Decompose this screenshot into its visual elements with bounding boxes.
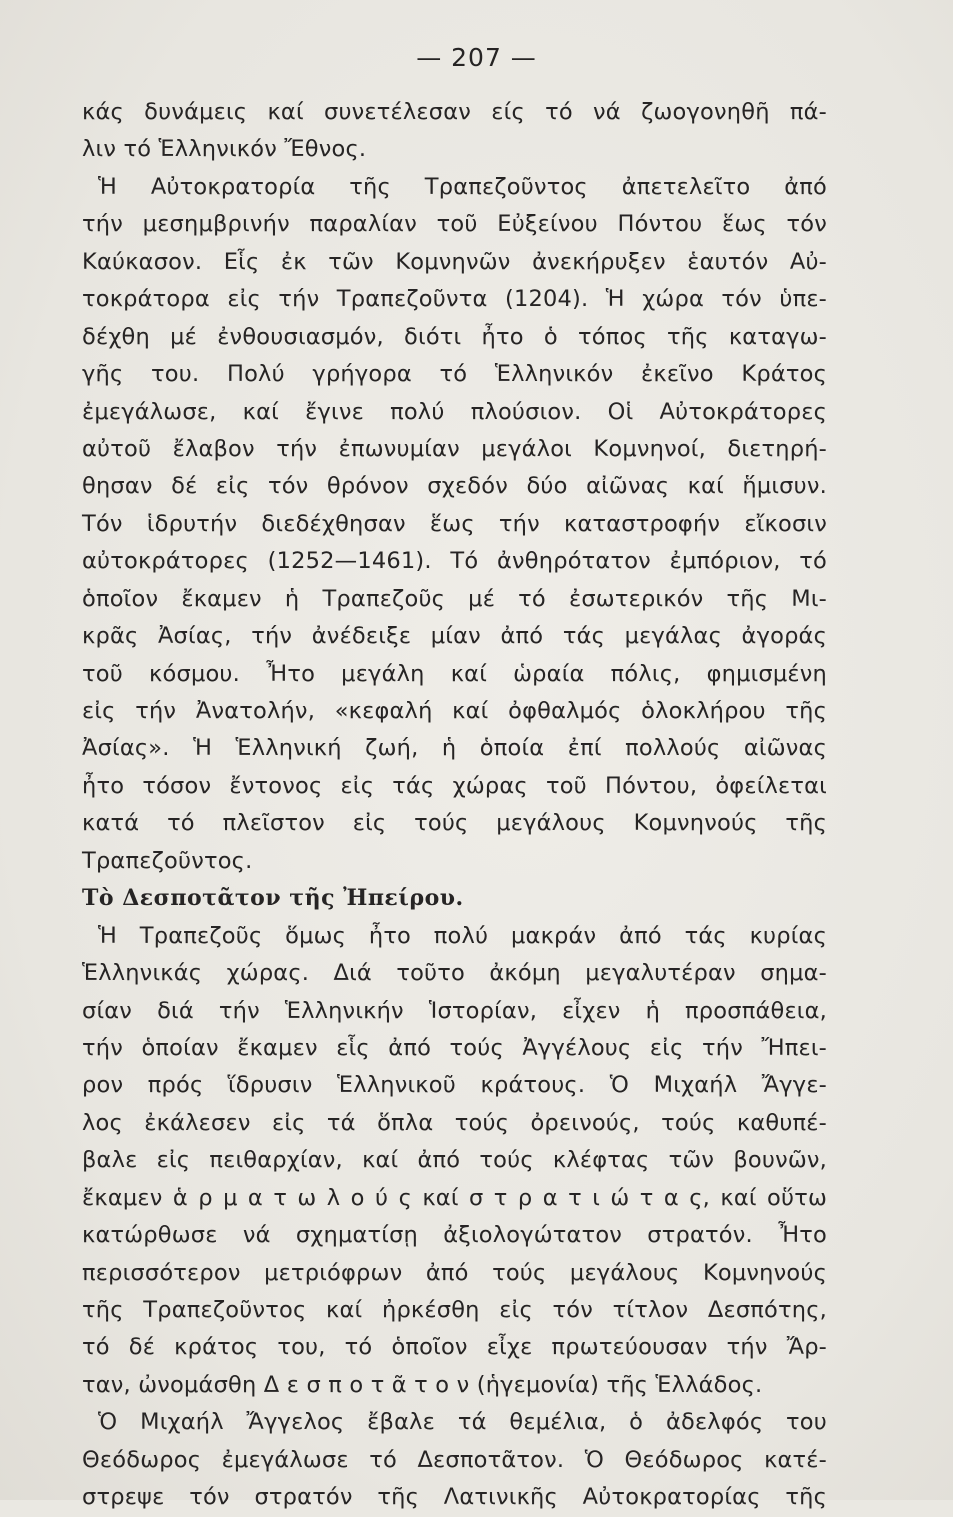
text-line: περισσότερον μετριόφρων ἀπό τούς μεγάλους Κομνηνούς xyxy=(82,1259,827,1286)
text-line: τό δέ κράτος του, τό ὁποῖον εἶχε πρωτεύουσαν τήν Ἄρ- xyxy=(82,1334,827,1361)
text-line: Θεόδωρος ἐμεγάλωσε τό Δεσποτᾶτον. Ὁ Θεόδωρος κατέ- xyxy=(82,1446,827,1473)
body-text xyxy=(82,94,827,1517)
page-number: — 207 — xyxy=(416,43,537,72)
text-line: κάς δυνάμεις καί συνετέλεσαν είς τό νά ζωογονηθῆ πά- xyxy=(82,99,827,125)
text-line: βαλε εἰς πειθαρχίαν, καί ἀπό τούς κλέφτας τῶν βουνῶν, xyxy=(82,1147,827,1174)
text-line: ταν, ὠνομάσθη Δ ε σ π ο τ ᾶ τ ο ν (ἡγεμονία) τῆς Ἑλλάδος. xyxy=(82,1371,763,1398)
text-line: γῆς του. Πολύ γρήγορα τό Ἑλληνικόν ἐκεῖνο Κράτος xyxy=(82,361,827,388)
text-line: ἔκαμεν ἁ ρ μ α τ ω λ ο ύ ς καί σ τ ρ α τ ι ώ τ α ς, καί οὕτω xyxy=(82,1184,827,1211)
section-heading: Τὸ Δεσποτᾶτον τῆς Ἠπείρου. xyxy=(82,885,464,912)
text-line: αὐτοκράτορες (1252—1461). Τό ἀνθηρότατον ἐμπόριον, τό xyxy=(82,548,827,575)
text-line: θησαν δέ εἰς τόν θρόνον σχεδόν δύο αἰῶνας καί ἥμισυν. xyxy=(82,473,827,500)
text-line: τῆς Τραπεζοῦντος καί ἠρκέσθη εἰς τόν τίτλον Δεσπότης, xyxy=(82,1297,827,1323)
text-line: ὁποῖον ἔκαμεν ἡ Τραπεζοῦς μέ τό ἐσωτερικόν τῆς Μι- xyxy=(82,585,827,612)
text-line: ἦτο τόσον ἔντονος εἰς τάς χώρας τοῦ Πόντου, ὀφείλεται xyxy=(82,772,827,799)
text-line: εἰς τήν Ἀνατολήν, «κεφαλή καί ὀφθαλμός ὁλοκλήρου τῆς xyxy=(82,698,827,724)
text-line: Ὁ Μιχαήλ Ἄγγελος ἔβαλε τά θεμέλια, ὁ ἀδελφός του xyxy=(98,1409,827,1436)
text-line: κατά τό πλεῖστον εἰς τούς μεγάλους Κομνηνούς τῆς xyxy=(82,810,827,837)
text-line: τήν μεσημβρινήν παραλίαν τοῦ Εὐξείνου Πόντου ἕως τόν xyxy=(82,211,827,238)
text-line: ἐμεγάλωσε, καί ἔγινε πολύ πλούσιον. Οἱ Αὐτοκράτορες xyxy=(82,398,827,425)
text-line: λιν τό Ἑλληνικόν Ἔθνος. xyxy=(82,136,367,163)
text-line: σίαν διά τήν Ἑλληνικήν Ἱστορίαν, εἶχεν ἡ προσπάθεια, xyxy=(82,997,827,1024)
text-line: Ἡ Τραπεζοῦς ὅμως ἦτο πολύ μακράν ἀπό τάς κυρίας xyxy=(98,922,827,949)
text-line: στρεψε τόν στρατόν τῆς Λατινικῆς Αὐτοκρατορίας τῆς xyxy=(82,1484,827,1511)
text-line: Τραπεζοῦντος. xyxy=(82,847,253,874)
text-line: Ἑλληνικάς χώρας. Διά τοῦτο ἀκόμη μεγαλυτέραν σημα- xyxy=(82,960,827,987)
text-line: τοκράτορα εἰς τήν Τραπεζοῦντα (1204). Ἡ χώρα τόν ὑπε- xyxy=(82,286,827,313)
text-line: κρᾶς Ἀσίας, τήν ἀνέδειξε μίαν ἀπό τάς μεγάλας ἀγοράς xyxy=(82,623,827,650)
text-line: λος ἐκάλεσεν εἰς τά ὅπλα τούς ὀρεινούς, τούς καθυπέ- xyxy=(82,1109,827,1136)
text-line: Τόν ἱδρυτήν διεδέχθησαν ἕως τήν καταστροφήν εἴκοσιν xyxy=(82,510,827,537)
text-line: τήν ὁποίαν ἔκαμεν εἷς ἀπό τούς Ἀγγέλους εἰς τήν Ἤπει- xyxy=(82,1034,827,1061)
text-line: Ἀσίας». Ἡ Ἑλληνική ζωή, ἡ ὁποία ἐπί πολλούς αἰῶνας xyxy=(82,735,827,762)
text-line: ρον πρός ἵδρυσιν Ἑλληνικοῦ κράτους. Ὁ Μιχαήλ Ἄγγε- xyxy=(82,1072,827,1099)
text-line: Καύκασον. Εἷς ἐκ τῶν Κομνηνῶν ἀνεκήρυξεν ἑαυτόν Αὐ- xyxy=(82,248,827,275)
text-line: κατώρθωσε νά σχηματίσῃ ἀξιολογώτατον στρατόν. Ἦτο xyxy=(82,1222,827,1249)
text-line: δέχθη μέ ἐνθουσιασμόν, διότι ἦτο ὁ τόπος τῆς καταγω- xyxy=(82,323,827,350)
text-line: Ἡ Αὐτοκρατορία τῆς Τραπεζοῦντος ἀπετελεῖτο ἀπό xyxy=(98,173,827,200)
text-line: τοῦ κόσμου. Ἦτο μεγάλη καί ὡραία πόλις, φημισμένη xyxy=(82,660,827,687)
text-line: αὐτοῦ ἔλαβον τήν ἐπωνυμίαν μεγάλοι Κομνηνοί, διετηρή- xyxy=(82,435,827,462)
